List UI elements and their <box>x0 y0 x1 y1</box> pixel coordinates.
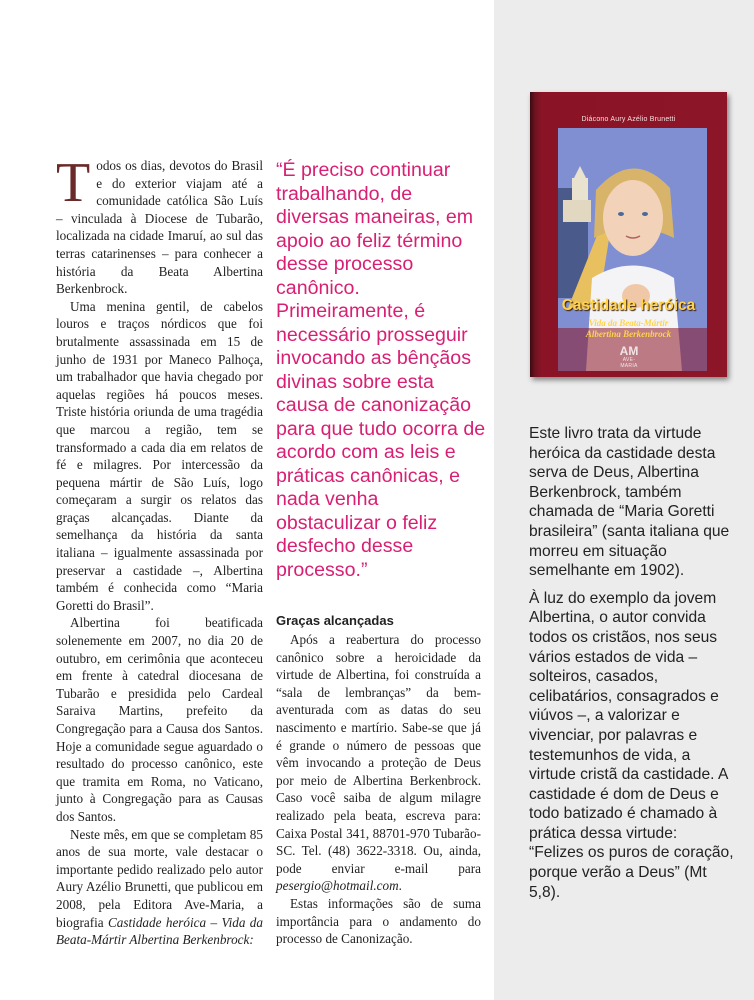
publisher-logo <box>616 345 642 369</box>
sidebar-paragraph: À luz do exemplo da jovem Albertina, o autor convida todos os cristãos, nos seus vários estados de vida – solteiros, casados, celibatários, consagrados e viúvos –, a valorizar e vivenciar, por palavras e testemunhos de vida, a virtude cristã da castidade. A castidade é dom de Deus e todo batizado é chamado à prática dessa virtude: “Felizes os puros de coração, porque verão a Deus” (Mt 5,8). <box>529 589 734 901</box>
section-heading: Graças alcançadas <box>276 613 394 628</box>
article-column-1 <box>56 152 263 949</box>
paragraph-text: odos os dias, devotos do Brasil e do exterior viajam até a comunidade católica São Luís – vinculada à Diocese de Tubarão, localizada na cidade Imaruí, ao sul das terras catarinenses – para conhecer a história da Beata Albertina Berkenbrock. <box>56 158 263 297</box>
sidebar-paragraph: Este livro trata da virtude heróica da castidade desta serva de Deus, Albertina Berkenbrock, também chamada de “Maria Goretti brasileira” (santa italiana que morreu em situação semelhante em 1902). <box>529 425 730 580</box>
book-subtitle-line-1: Vida da Beata-Mártir <box>588 318 669 328</box>
publisher-logo-mark: AM <box>619 344 639 358</box>
article-paragraph <box>56 152 263 298</box>
paragraph-text: Após a reabertura do processo canônico sobre a heroicidade da virtude de Albertina, foi construída a “sala de lembranças” da bem-aventurada com as datas do seu nascimento e martírio. Sabe-se que já é grande o número de pessoas que vêm invocando a proteção de Deus por meio de Albertina Berkenbrock. Caso você saiba de algum milagre realizado pela beata, escreva para: Caixa Postal 341, 88701-970 Tubarão-SC. Tel. (48) 3622-3318. Ou, ainda, pode enviar e-mail para <box>276 632 481 876</box>
book-cover <box>530 92 727 377</box>
article-paragraph: Estas informações são de suma importância para o andamento do processo de Canonização. <box>276 895 481 947</box>
sidebar-text <box>529 424 734 910</box>
book-author: Diácono Aury Azélio Brunetti <box>581 116 676 123</box>
article-column-2 <box>276 612 481 948</box>
pull-quote: “É preciso continuar trabalhando, de diversas maneiras, em apoio ao feliz término desse processo canônico. Primeiramente, é necessário prosseguir invocando as bênçãos divinas sobre esta causa de canonização para que tudo ocorra de acordo com as leis e práticas canônicas, e nada venha obstaculizar o feliz desfecho desse processo.” <box>276 159 486 581</box>
book-subtitle-line-2: Albertina Berkenbrock <box>585 329 672 339</box>
article-paragraph <box>276 631 481 895</box>
book-title-italic: Castidade heróica – Vida da Beata-Mártir Albertina Berkenbrock: <box>56 914 263 948</box>
email-link[interactable]: pesergio@hotmail.com <box>276 878 399 894</box>
paragraph-text: . <box>398 878 402 894</box>
article-paragraph: Uma menina gentil, de cabelos louros e traços nórdicos que foi brutalmente assassinada em 15 de junho de 1931 por Maneco Palhoça, um trabalhador que havia chegado por aquelas regiões há poucos meses. Triste história oriunda de uma tragédia que marcou a região, tem se transformado a cada dia em relatos de fé e milagres. Por intercessão da pequena mártir de São Luís, logo começaram a surgir os relatos das graças alcançadas. Diante da semelhança da história da santa italiana – igualmente assassinada por preservar a castidade –, Albertina também é conhecida como “Maria Goretti do Brasil”. <box>56 298 263 613</box>
article-paragraph: Albertina foi beatificada solenemente em 2007, no dia 20 de outubro, em cerimônia que aconteceu em frente à catedral diocesana de Tubarão e presidida pelo Cardeal Saraiva Martins, prefeito da Congregação para a Causa dos Santos. Hoje a comunidade segue aguardado o resultado do processo canônico, este que tramita em Roma, no Vaticano, junto à Congregação para as Causas dos Santos. <box>56 615 263 824</box>
paragraph-text: Neste mês, em que se completam 85 anos de sua morte, vale destacar o importante pedido realizado pelo autor Aury Azélio Brunetti, que publicou em 2008, pela Editora Ave-Maria, a biografia <box>56 826 263 930</box>
book-title: Castidade heróica <box>561 297 696 314</box>
publisher-name: AVE-MARIA <box>620 357 638 369</box>
drop-cap: T <box>56 152 91 214</box>
article-paragraph <box>56 826 263 949</box>
